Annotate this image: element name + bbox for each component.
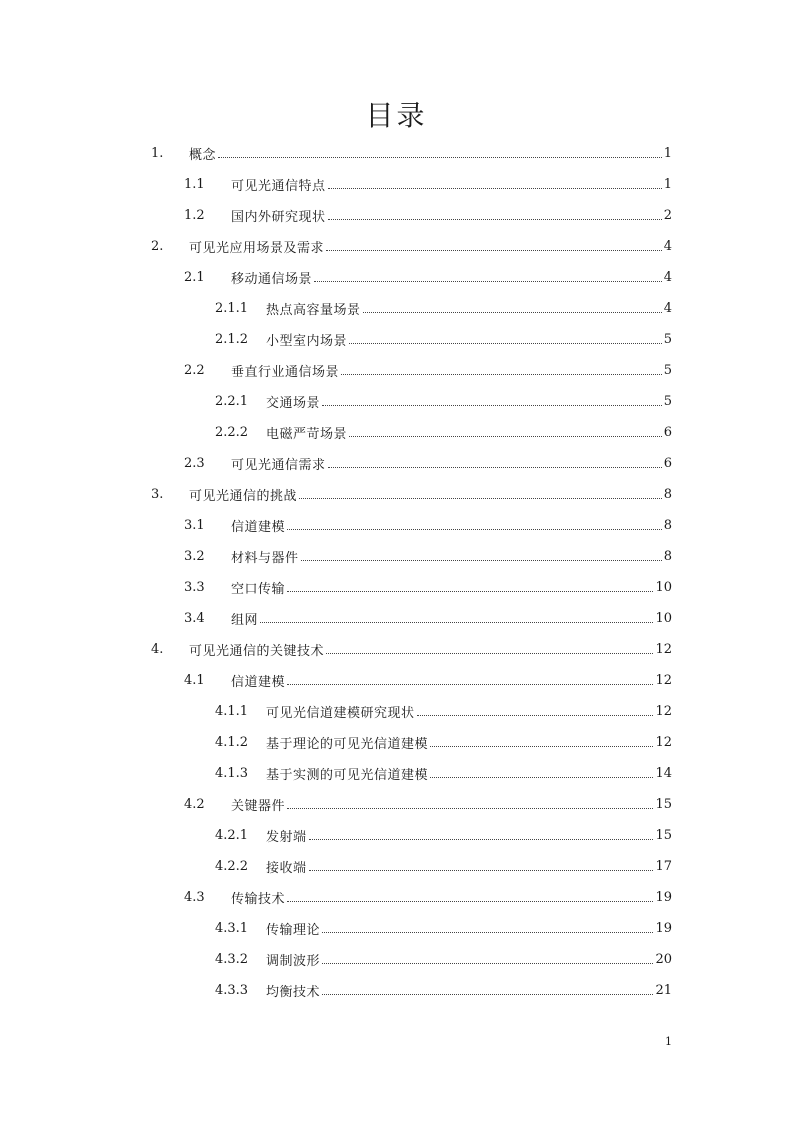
toc-entry-number: 4.2 [184, 796, 205, 812]
toc-entry-title: 基于理论的可见光信道建模 [266, 736, 429, 752]
toc-dot-leader [326, 652, 653, 654]
toc-dot-leader [287, 807, 653, 809]
toc-dot-leader [363, 311, 662, 313]
toc-dot-leader [322, 931, 653, 933]
toc-dot-leader [328, 218, 662, 220]
toc-entry[interactable] [184, 882, 672, 912]
toc-dot-leader [328, 187, 662, 189]
toc-entry-number: 2.3 [184, 455, 205, 471]
toc-dot-leader [299, 497, 662, 499]
toc-entry-title: 国内外研究现状 [231, 209, 326, 225]
toc-entry-number: 2.2 [184, 362, 205, 378]
toc-entry-title: 概念 [189, 147, 217, 163]
toc-entry-title: 垂直行业通信场景 [231, 364, 340, 380]
toc-entry-number: 1.2 [184, 207, 205, 223]
toc-entry-title: 移动通信场景 [231, 271, 313, 287]
toc-entry-title: 材料与器件 [231, 550, 299, 566]
toc-dot-leader [218, 156, 662, 158]
toc-entry[interactable] [184, 169, 672, 199]
toc-dot-leader [322, 404, 662, 406]
toc-entry-page: 4 [663, 269, 672, 285]
toc-title: 目录 [365, 99, 428, 132]
toc-dot-leader [314, 280, 662, 282]
toc-dot-leader [322, 962, 653, 964]
toc-entry-number: 2. [151, 238, 164, 254]
toc-entry-page: 6 [663, 424, 672, 440]
toc-entry[interactable] [184, 572, 672, 602]
toc-entry-page: 17 [655, 858, 672, 874]
toc-entry-title: 电磁严苛场景 [266, 426, 348, 442]
toc-entry[interactable] [151, 634, 672, 664]
toc-dot-leader [287, 590, 653, 592]
toc-entry-page: 5 [663, 393, 672, 409]
toc-entry-number: 2.2.1 [215, 393, 249, 409]
toc-entry[interactable] [215, 293, 672, 323]
toc-entry-page: 10 [655, 579, 672, 595]
toc-entry-page: 15 [655, 796, 672, 812]
toc-entry-page: 19 [655, 920, 672, 936]
toc-entry-title: 关键器件 [231, 798, 286, 814]
toc-entry-title: 组网 [231, 612, 259, 628]
toc-entry-page: 5 [663, 331, 672, 347]
page-number: 1 [665, 1035, 672, 1048]
toc-entry-page: 8 [663, 486, 672, 502]
toc-dot-leader [260, 621, 653, 623]
toc-entry-page: 5 [663, 362, 672, 378]
toc-dot-leader [349, 435, 662, 437]
toc-entry-title: 可见光通信特点 [231, 178, 326, 194]
toc-entry[interactable] [184, 355, 672, 385]
toc-entry[interactable] [215, 696, 672, 726]
toc-entry[interactable] [215, 727, 672, 757]
toc-entry-page: 12 [655, 641, 672, 657]
toc-entry-title: 信道建模 [231, 519, 286, 535]
toc-entry-page: 19 [655, 889, 672, 905]
toc-entry-number: 2.1.2 [215, 331, 249, 347]
toc-entry-page: 10 [655, 610, 672, 626]
toc-dot-leader [287, 683, 653, 685]
toc-entry-title: 信道建模 [231, 674, 286, 690]
toc-entry[interactable] [215, 324, 672, 354]
toc-entry-page: 1 [663, 145, 672, 161]
toc-entry-number: 4.3.3 [215, 982, 249, 998]
toc-entry-number: 4.3.1 [215, 920, 249, 936]
toc-entry-number: 4.1.2 [215, 734, 249, 750]
toc-entry[interactable] [215, 417, 672, 447]
toc-entry-title: 传输理论 [266, 922, 321, 938]
toc-entry[interactable] [151, 231, 672, 261]
toc-entry-title: 交通场景 [266, 395, 321, 411]
toc-dot-leader [326, 249, 662, 251]
toc-entry-number: 1. [151, 145, 164, 161]
toc-entry-page: 4 [663, 238, 672, 254]
toc-entry-page: 1 [663, 176, 672, 192]
toc-entry-number: 1.1 [184, 176, 205, 192]
toc-entry-page: 15 [655, 827, 672, 843]
toc-entry-title: 可见光通信的挑战 [189, 488, 298, 504]
toc-entry-title: 空口传输 [231, 581, 286, 597]
toc-entry-number: 4.1.3 [215, 765, 249, 781]
toc-entry-page: 8 [663, 517, 672, 533]
toc-entry-title: 基于实测的可见光信道建模 [266, 767, 429, 783]
toc-dot-leader [430, 745, 653, 747]
toc-entry-number: 3.2 [184, 548, 205, 564]
toc-dot-leader [341, 373, 662, 375]
toc-entry-title: 接收端 [266, 860, 307, 876]
toc-entry[interactable] [184, 789, 672, 819]
toc-entry-number: 4. [151, 641, 164, 657]
toc-entry-title: 均衡技术 [266, 984, 321, 1000]
toc-entry-number: 4.3 [184, 889, 205, 905]
toc-entry-title: 可见光通信需求 [231, 457, 326, 473]
toc-entry-page: 2 [663, 207, 672, 223]
toc-entry-number: 2.1 [184, 269, 205, 285]
toc-entry-title: 热点高容量场景 [266, 302, 361, 318]
toc-entry-page: 21 [655, 982, 672, 998]
toc-entry[interactable] [184, 200, 672, 230]
toc-entry[interactable] [215, 758, 672, 788]
toc-entry-number: 4.2.1 [215, 827, 249, 843]
toc-entry[interactable] [215, 820, 672, 850]
toc-entry-page: 20 [655, 951, 672, 967]
toc-entry[interactable] [215, 944, 672, 974]
toc-dot-leader [430, 776, 653, 778]
toc-dot-leader [309, 838, 654, 840]
toc-entry-page: 12 [655, 703, 672, 719]
toc-entry-page: 8 [663, 548, 672, 564]
toc-dot-leader [287, 528, 662, 530]
toc-entry[interactable] [184, 510, 672, 540]
toc-dot-leader [322, 993, 653, 995]
toc-entry[interactable] [151, 138, 672, 168]
toc-entry-title: 调制波形 [266, 953, 321, 969]
toc-entry-title: 发射端 [266, 829, 307, 845]
toc-entry[interactable] [184, 603, 672, 633]
toc-entry-title: 可见光信道建模研究现状 [266, 705, 415, 721]
toc-entry-number: 3.3 [184, 579, 205, 595]
toc-entry-number: 4.3.2 [215, 951, 249, 967]
toc-entry-title: 可见光通信的关键技术 [189, 643, 325, 659]
toc-entry[interactable] [215, 913, 672, 943]
toc-entry-page: 12 [655, 672, 672, 688]
toc-entry-page: 12 [655, 734, 672, 750]
toc-entry-title: 小型室内场景 [266, 333, 348, 349]
toc-entry-title: 可见光应用场景及需求 [189, 240, 325, 256]
toc-entry-page: 6 [663, 455, 672, 471]
toc-dot-leader [349, 342, 662, 344]
toc-entry[interactable] [184, 448, 672, 478]
toc-entry-number: 2.2.2 [215, 424, 249, 440]
toc-entry-number: 4.1.1 [215, 703, 249, 719]
toc-entry-page: 14 [655, 765, 672, 781]
toc-entry[interactable] [184, 541, 672, 571]
toc-dot-leader [287, 900, 653, 902]
toc-dot-leader [301, 559, 662, 561]
toc-entry[interactable] [184, 262, 672, 292]
toc-entry[interactable] [215, 975, 672, 1005]
toc-entry-number: 4.2.2 [215, 858, 249, 874]
toc-dot-leader [417, 714, 654, 716]
toc-entry-number: 2.1.1 [215, 300, 249, 316]
toc-entry[interactable] [215, 851, 672, 881]
toc-entry-number: 4.1 [184, 672, 205, 688]
toc-entry-page: 4 [663, 300, 672, 316]
toc-entry-number: 3.1 [184, 517, 205, 533]
toc-entry-number: 3.4 [184, 610, 205, 626]
toc-dot-leader [328, 466, 662, 468]
toc-entry-number: 3. [151, 486, 164, 502]
toc-entry[interactable] [151, 479, 672, 509]
toc-entry[interactable] [184, 665, 672, 695]
toc-dot-leader [309, 869, 654, 871]
toc-entry[interactable] [215, 386, 672, 416]
toc-entry-title: 传输技术 [231, 891, 286, 907]
